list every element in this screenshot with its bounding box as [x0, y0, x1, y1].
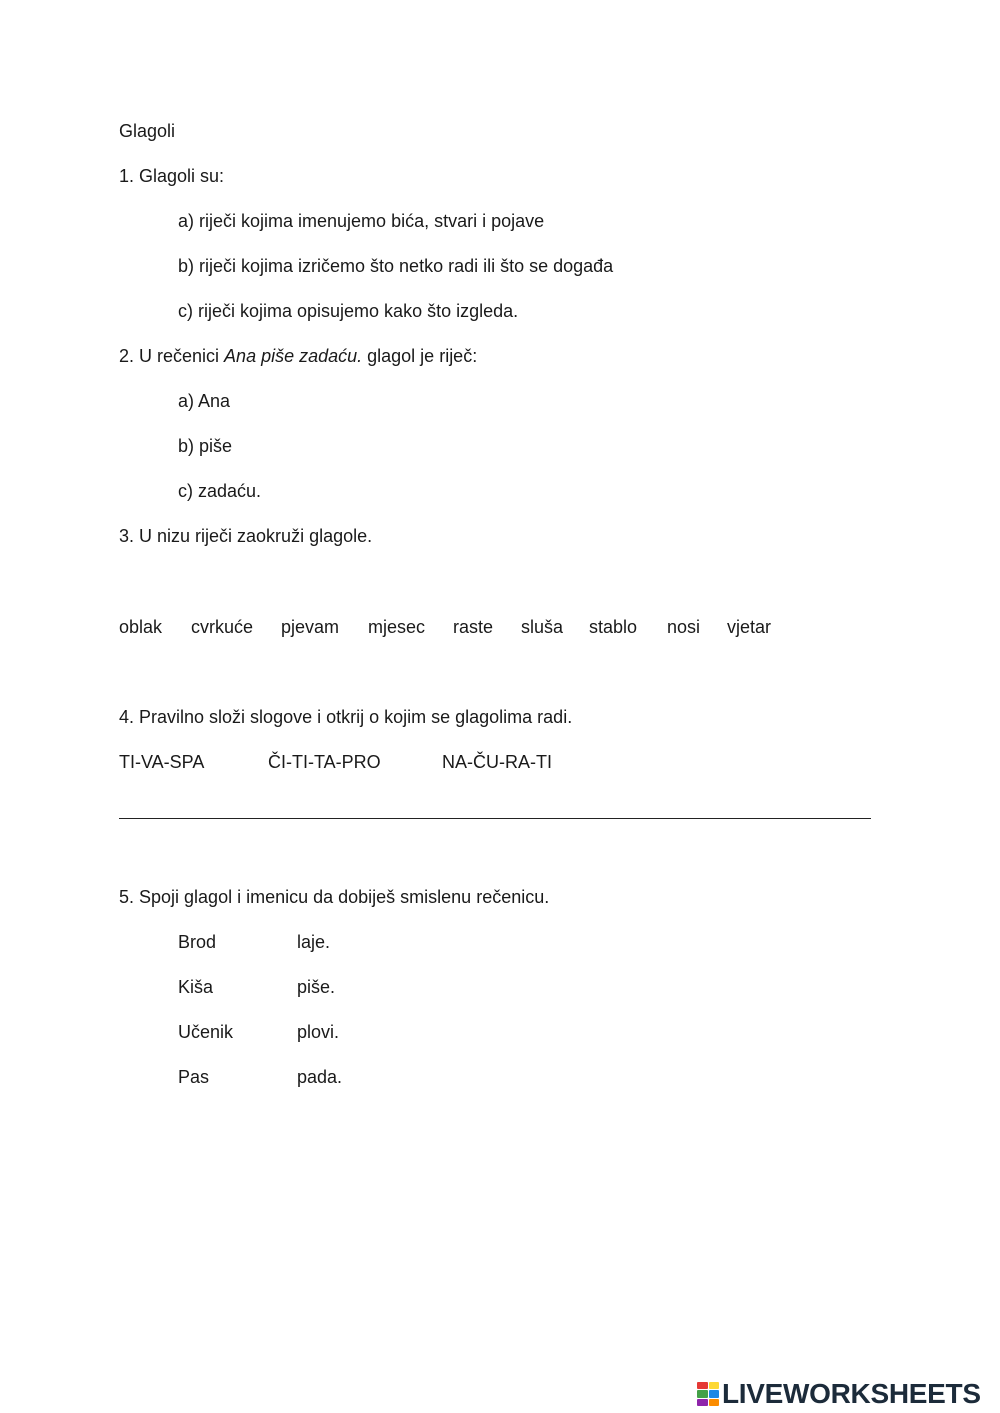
liveworksheets-logo-icon	[697, 1382, 719, 1406]
q3-word[interactable]: mjesec	[368, 617, 426, 637]
q5-verb[interactable]: pada.	[297, 1067, 343, 1087]
q2-option-a[interactable]: a) Ana	[178, 391, 231, 411]
q5-verb[interactable]: piše.	[297, 977, 336, 997]
q3-word[interactable]: vjetar	[727, 617, 772, 637]
q4-syllables: ČI-TI-TA-PRO	[268, 752, 381, 772]
q2-prefix: 2. U rečenici	[119, 346, 225, 366]
q2-sentence: Ana piše zadaću.	[224, 346, 363, 366]
q4-syllables: TI-VA-SPA	[119, 752, 205, 772]
q4-answer-line[interactable]	[119, 818, 871, 819]
q3-word[interactable]: sluša	[521, 617, 564, 637]
liveworksheets-logo	[697, 1379, 981, 1409]
brand-name: LIVEWORKSHEETS	[722, 1378, 981, 1409]
q1-option-b[interactable]: b) riječi kojima izričemo što netko radi ili što se događa	[178, 256, 614, 276]
q3-word[interactable]: oblak	[119, 617, 163, 637]
q5-noun[interactable]: Pas	[178, 1067, 210, 1087]
question-3: 3. U nizu riječi zaokruži glagole.	[119, 526, 373, 546]
q2-suffix: glagol je riječ:	[362, 346, 478, 366]
q5-verb[interactable]: plovi.	[297, 1022, 340, 1042]
page-title: Glagoli	[119, 121, 176, 141]
question-5: 5. Spoji glagol i imenicu da dobiješ smislenu rečenicu.	[119, 887, 550, 907]
q3-word[interactable]: stablo	[589, 617, 638, 637]
q3-word[interactable]: raste	[453, 617, 494, 637]
question-1: 1. Glagoli su:	[119, 166, 225, 186]
q1-option-a[interactable]: a) riječi kojima imenujemo bića, stvari i pojave	[178, 211, 545, 231]
q3-word[interactable]: pjevam	[281, 617, 340, 637]
q3-word[interactable]: nosi	[667, 617, 701, 637]
q5-noun[interactable]: Učenik	[178, 1022, 234, 1042]
q4-syllables: NA-ČU-RA-TI	[442, 752, 552, 772]
question-4: 4. Pravilno složi slogove i otkrij o kojim se glagolima radi.	[119, 707, 573, 727]
q2-option-c[interactable]: c) zadaću.	[178, 481, 262, 501]
q5-noun[interactable]: Kiša	[178, 977, 214, 997]
question-2	[119, 345, 477, 367]
q1-option-c[interactable]: c) riječi kojima opisujemo kako što izgleda.	[178, 301, 519, 321]
q5-verb[interactable]: laje.	[297, 932, 331, 952]
q3-word[interactable]: cvrkuće	[191, 617, 254, 637]
q5-noun[interactable]: Brod	[178, 932, 217, 952]
q2-option-b[interactable]: b) piše	[178, 436, 233, 456]
